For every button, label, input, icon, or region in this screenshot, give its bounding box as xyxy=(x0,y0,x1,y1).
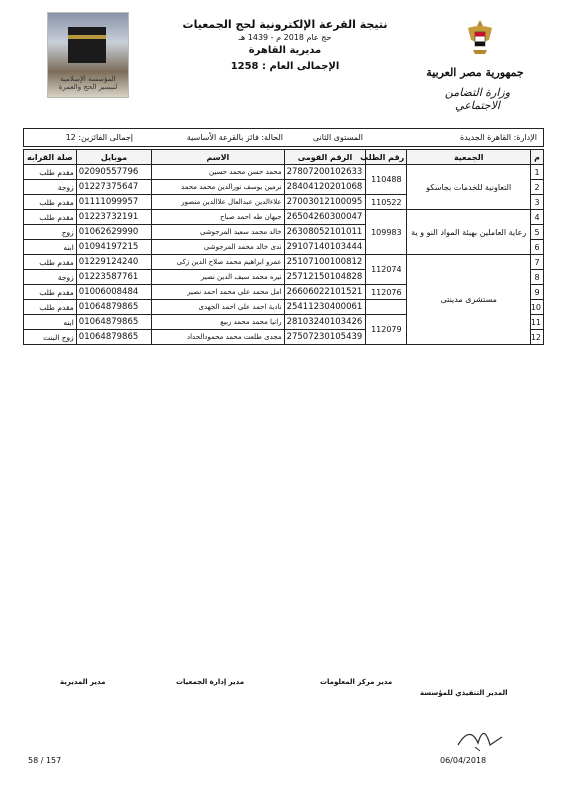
name-cell: مجدى طلعت محمد محمودالحداد xyxy=(152,330,284,345)
mobile-cell: 01062629990 xyxy=(76,225,151,240)
mobile-cell: 02090557796 xyxy=(76,165,151,180)
info-row xyxy=(23,128,544,147)
table-row xyxy=(24,255,544,270)
info-center-manager-label: مدير مركز المعلومات xyxy=(320,678,393,686)
name-cell: نرمين يوسف نورالدين محمد محمد xyxy=(152,180,284,195)
name-cell: نادية احمد على احمد الجهدى xyxy=(152,300,284,315)
request-number-cell: 112079 xyxy=(366,315,407,345)
row-number: 1 xyxy=(531,165,544,180)
col-header-name: الاسم xyxy=(152,150,284,165)
name-cell: علاءالدين عبدالعال علاالدين منصور xyxy=(152,195,284,210)
table-header-row xyxy=(24,150,544,165)
directorate-label: مديرية القاهرة xyxy=(248,45,322,56)
row-number: 11 xyxy=(531,315,544,330)
results-table xyxy=(23,149,544,345)
name-cell: جيهان طه احمد صباح xyxy=(152,210,284,225)
title-block xyxy=(170,18,400,72)
directorate-manager-label: مدير المديرية xyxy=(60,678,106,686)
relation-cell: زوج xyxy=(24,225,77,240)
foundation-logo xyxy=(47,12,129,98)
page-number: 58 / 157 xyxy=(28,756,62,765)
foundation-logo-text: المؤسسة الإسلامية لتيسير الحج والعمرة xyxy=(58,75,118,91)
mobile-cell: 01227375647 xyxy=(76,180,151,195)
col-header-mobile: موبايل xyxy=(76,150,151,165)
request-number-cell: 110522 xyxy=(366,195,407,210)
egypt-eagle-icon xyxy=(465,18,495,58)
page-title: نتيجة القرعة الإلكترونية لحج الجمعيات xyxy=(182,18,388,31)
mobile-cell: 01094197215 xyxy=(76,240,151,255)
relation-cell: زوج البنت xyxy=(24,330,77,345)
national-id-cell: 25107100100812 xyxy=(284,255,366,270)
name-cell: عمرو ابراهيم محمد صلاح الدين زكى xyxy=(152,255,284,270)
relation-cell: مقدم طلب xyxy=(24,195,77,210)
relation-cell: مقدم طلب xyxy=(24,210,77,225)
national-id-cell: 26308052101011 xyxy=(284,225,366,240)
relation-cell: زوجة xyxy=(24,270,77,285)
col-header-number: م xyxy=(531,150,544,165)
national-id-cell: 26606022101521 xyxy=(284,285,366,300)
association-cell: التعاونية للخدمات بجاسكو xyxy=(407,165,531,210)
col-header-national-id: الرقم القومى xyxy=(284,150,366,165)
name-cell: نيره محمد سيف الدين نصير xyxy=(152,270,284,285)
relation-cell: زوجة xyxy=(24,180,77,195)
table-row xyxy=(24,165,544,180)
mobile-cell: 01064879865 xyxy=(76,315,151,330)
national-id-cell: 27003012100095 xyxy=(284,195,366,210)
status-label: الحالة: فائز بالقرعة الأساسية xyxy=(186,133,283,142)
col-header-relation: صلة القرابه xyxy=(24,150,77,165)
name-cell: رانيا محمد محمد ربيع xyxy=(152,315,284,330)
relation-cell: مقدم طلب xyxy=(24,255,77,270)
winners-total: إجمالى الفائزين: 12 xyxy=(65,133,133,142)
row-number: 8 xyxy=(531,270,544,285)
associations-manager-label: مدير إدارة الجمعيات xyxy=(176,678,245,686)
name-cell: امل محمد على محمد احمد نصير xyxy=(152,285,284,300)
national-id-cell: 28404120201068 xyxy=(284,180,366,195)
republic-label: جمهورية مصر العربية xyxy=(426,66,524,79)
mobile-cell: 01111099957 xyxy=(76,195,151,210)
col-header-request: رقم الطلب xyxy=(366,150,407,165)
national-id-cell: 29107140103444 xyxy=(284,240,366,255)
request-number-cell: 110488 xyxy=(366,165,407,195)
season-label: حج عام 2018 م - 1439 هـ xyxy=(238,33,332,42)
administration-label: الإدارة: القاهرة الجديدة xyxy=(459,133,537,142)
row-number: 2 xyxy=(531,180,544,195)
row-number: 9 xyxy=(531,285,544,300)
request-number-cell xyxy=(366,300,407,315)
relation-cell: مقدم طلب xyxy=(24,165,77,180)
national-id-cell: 27507230105439 xyxy=(284,330,366,345)
mobile-cell: 01229124240 xyxy=(76,255,151,270)
national-id-cell: 25411230400061 xyxy=(284,300,366,315)
col-header-association: الجمعية xyxy=(407,150,531,165)
print-date: 06/04/2018 xyxy=(440,756,487,765)
name-cell: ندى خالد محمد المرجوشى xyxy=(152,240,284,255)
row-number: 5 xyxy=(531,225,544,240)
table-row xyxy=(24,210,544,225)
name-cell: محمد حسن محمد حسين xyxy=(152,165,284,180)
national-id-cell: 28103240103426 xyxy=(284,315,366,330)
kaaba-image xyxy=(68,27,106,63)
row-number: 6 xyxy=(531,240,544,255)
relation-cell: مقدم طلب xyxy=(24,300,77,315)
national-id-cell: 27807200102633 xyxy=(284,165,366,180)
association-cell: رعاية العاملين بهيئة المواد النو و ية xyxy=(407,210,531,255)
handwritten-signature xyxy=(450,715,510,755)
request-number-cell: 112076 xyxy=(366,285,407,300)
request-number-cell: 109983 xyxy=(366,210,407,255)
mobile-cell: 01064879865 xyxy=(76,330,151,345)
level-label: المستوى الثانى xyxy=(312,133,363,142)
mobile-cell: 01064879865 xyxy=(76,300,151,315)
relation-cell: ابنه xyxy=(24,315,77,330)
relation-cell: ابنه xyxy=(24,240,77,255)
row-number: 12 xyxy=(531,330,544,345)
national-id-cell: 25712150104828 xyxy=(284,270,366,285)
association-cell: مستشرى مدينتى xyxy=(407,255,531,345)
name-cell: خالد محمد سعيد المرجوشى xyxy=(152,225,284,240)
national-id-cell: 26504260300047 xyxy=(284,210,366,225)
mobile-cell: 01223587761 xyxy=(76,270,151,285)
ministry-label: وزارة التضامن الاجتماعي xyxy=(444,86,511,112)
relation-cell: مقدم طلب xyxy=(24,285,77,300)
mobile-cell: 01223732191 xyxy=(76,210,151,225)
executive-director-label: المدير التنفيذي للمؤسسة xyxy=(420,689,508,697)
request-number-cell: 112074 xyxy=(366,255,407,285)
grand-total: الإجمالى العام : 1258 xyxy=(230,61,340,72)
row-number: 7 xyxy=(531,255,544,270)
row-number: 3 xyxy=(531,195,544,210)
mobile-cell: 01006008484 xyxy=(76,285,151,300)
row-number: 4 xyxy=(531,210,544,225)
row-number: 10 xyxy=(531,300,544,315)
